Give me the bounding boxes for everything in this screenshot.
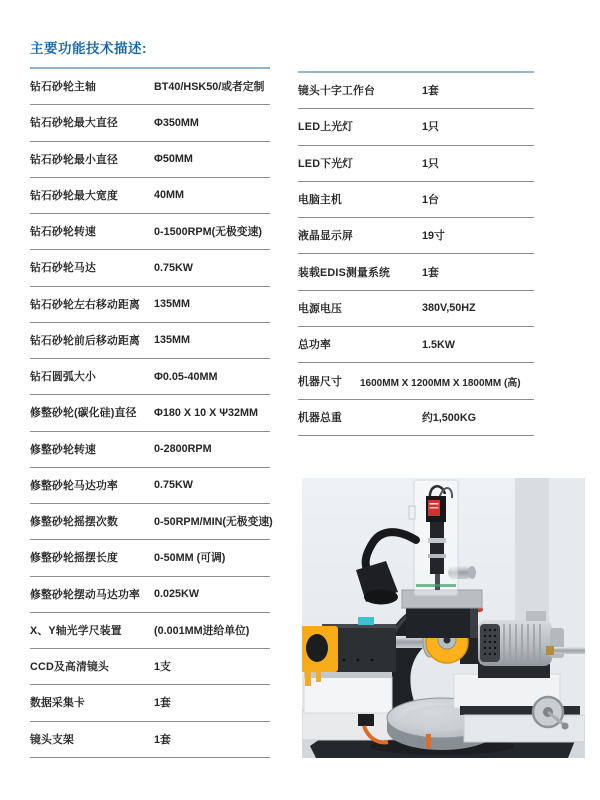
spec-label: 钻石砂轮最大直径 — [30, 117, 118, 130]
spec-row — [30, 649, 270, 685]
spec-row — [30, 395, 270, 431]
motor-fins — [504, 624, 540, 662]
enclosure-pcb — [416, 584, 456, 587]
spec-value: 0-50MM (可调) — [154, 552, 226, 565]
spec-row — [30, 577, 270, 613]
spec-value: 0-2800RPM — [154, 443, 212, 456]
spec-label: 修整砂轮马达功率 — [30, 479, 118, 492]
spec-label: 钻石砂轮主轴 — [30, 81, 96, 94]
focus-knob-cap — [468, 566, 476, 579]
spec-value: 40MM — [154, 189, 184, 202]
spec-label: X、Y轴光学尺装置 — [30, 624, 122, 637]
enclosure-tab — [409, 506, 415, 519]
spec-row — [298, 400, 534, 436]
spec-row — [298, 254, 534, 290]
spec-label: 总功率 — [298, 339, 331, 352]
spec-value: Φ50MM — [154, 153, 193, 166]
left-stage-upper — [304, 677, 392, 713]
spec-label: 修整砂轮转速 — [30, 443, 96, 456]
spec-row — [30, 142, 270, 178]
spec-row — [298, 146, 534, 182]
spec-label: CCD及高清镜头 — [30, 661, 109, 674]
spec-label: 液晶显示屏 — [298, 230, 353, 243]
spec-value: 0.025KW — [154, 588, 200, 601]
lens-rod — [435, 574, 440, 590]
spec-row — [30, 105, 270, 141]
spec-label: 钻石圆弧大小 — [30, 371, 96, 384]
motor-terminal-box — [526, 611, 546, 621]
spec-label: 钻石砂轮马达 — [30, 262, 96, 275]
spec-row — [30, 287, 270, 323]
camera-label-line — [430, 507, 439, 509]
spec-row — [30, 722, 270, 758]
spec-label: 机器总重 — [298, 411, 342, 424]
spec-row — [30, 69, 270, 105]
spec-row — [30, 613, 270, 649]
spec-table-left — [30, 67, 273, 758]
motor-mount — [478, 664, 550, 678]
housing-screw — [357, 659, 360, 662]
spec-label: 修整砂轮摇摆长度 — [30, 552, 118, 565]
spec-value: 0.75KW — [154, 261, 194, 274]
spec-row — [30, 432, 270, 468]
spec-label: 数据采集卡 — [30, 697, 85, 710]
spec-value: 1600MM X 1200MM X 1800MM (高) — [360, 377, 521, 389]
spec-label: 装载EDIS测量系统 — [298, 266, 390, 279]
camera-arm-box — [406, 606, 478, 638]
spec-value: 1套 — [422, 266, 439, 279]
spec-value: 0.75KW — [154, 479, 194, 492]
spec-label: 电脑主机 — [298, 194, 342, 207]
machine-photo-illustration — [302, 478, 585, 758]
spec-label: LED上光灯 — [298, 121, 354, 134]
spec-value: 0-50RPM/MIN(无极变速) — [154, 516, 273, 529]
spec-row — [30, 178, 270, 214]
yellow-tab — [316, 672, 321, 682]
spec-value: BT40/HSK50/或者定制 — [154, 81, 265, 94]
spec-row — [30, 323, 270, 359]
spec-value: 1套 — [154, 697, 171, 710]
spec-row — [30, 250, 270, 286]
spec-label: 钻石砂轮转速 — [30, 226, 96, 239]
spec-row — [30, 468, 270, 504]
spec-row — [30, 504, 273, 540]
spec-value: Φ350MM — [154, 116, 199, 129]
housing-screw — [343, 659, 346, 662]
handwheel-knob — [562, 723, 569, 730]
spec-row — [298, 182, 534, 218]
spec-label: 修整砂轮摇摆次数 — [30, 516, 118, 529]
spec-label: 镜头十字工作台 — [298, 85, 375, 98]
orange-clip — [426, 734, 431, 748]
spec-label: LED下光灯 — [298, 157, 354, 170]
spec-value: 135MM — [154, 334, 191, 347]
spec-value: (0.001MM进给单位) — [154, 624, 250, 637]
spec-table-right — [298, 71, 534, 436]
spec-row — [298, 291, 534, 327]
spec-label: 修整砂轮摆动马达功率 — [30, 588, 140, 601]
spec-label: 钻石砂轮左右移动距离 — [30, 298, 140, 311]
spec-value: 1台 — [422, 194, 439, 207]
spec-value: 1套 — [154, 733, 171, 746]
spec-label: 修整砂轮(碳化硅)直径 — [30, 407, 137, 420]
yellow-tab — [305, 672, 311, 686]
spec-row — [30, 540, 270, 576]
spec-label: 机器尺寸 — [298, 375, 342, 388]
spec-row — [30, 685, 270, 721]
lens-ring — [428, 538, 446, 543]
spec-value: Φ0.05-40MM — [154, 370, 218, 383]
spec-value: 1支 — [154, 661, 171, 674]
spec-value: 0-1500RPM(无极变速) — [154, 226, 262, 239]
housing-screw — [371, 659, 374, 662]
spec-value: 1只 — [422, 157, 439, 170]
spec-row — [298, 218, 534, 254]
spec-value: Φ180 X 10 X Ψ32MM — [154, 406, 259, 419]
spec-label: 电源电压 — [298, 302, 342, 315]
spec-value: 1.5KW — [422, 338, 455, 351]
spec-row — [298, 73, 534, 109]
spec-row — [298, 327, 534, 363]
camera-arm-box-face — [470, 606, 478, 638]
brass-fitting — [546, 646, 554, 655]
spec-row — [30, 359, 270, 395]
lens-ring — [428, 554, 446, 558]
teal-label — [358, 617, 374, 625]
spec-value: 135MM — [154, 298, 191, 311]
spec-row — [30, 214, 270, 250]
side-rod — [552, 647, 585, 654]
platter-clamp — [358, 714, 374, 726]
machine-photo — [302, 478, 585, 758]
spec-label: 钻石砂轮最小直径 — [30, 153, 118, 166]
spec-value: 380V,50HZ — [422, 302, 476, 315]
spec-label: 镜头支架 — [30, 733, 74, 746]
spec-value: 1套 — [422, 85, 439, 98]
spec-label: 钻石砂轮前后移动距离 — [30, 334, 140, 347]
spec-row — [298, 363, 534, 399]
lamp-cone-face — [364, 590, 398, 605]
spec-value: 1只 — [422, 121, 439, 134]
spec-value: 19寸 — [422, 230, 445, 243]
spec-row — [298, 109, 534, 145]
yellow-block-bore — [306, 634, 328, 662]
page-title: 主要功能技术描述: — [30, 41, 147, 56]
camera-label-line — [430, 503, 439, 505]
spec-label: 钻石砂轮最大宽度 — [30, 189, 118, 202]
lens-column — [430, 522, 444, 574]
spec-value: 约1,500KG — [422, 411, 477, 424]
